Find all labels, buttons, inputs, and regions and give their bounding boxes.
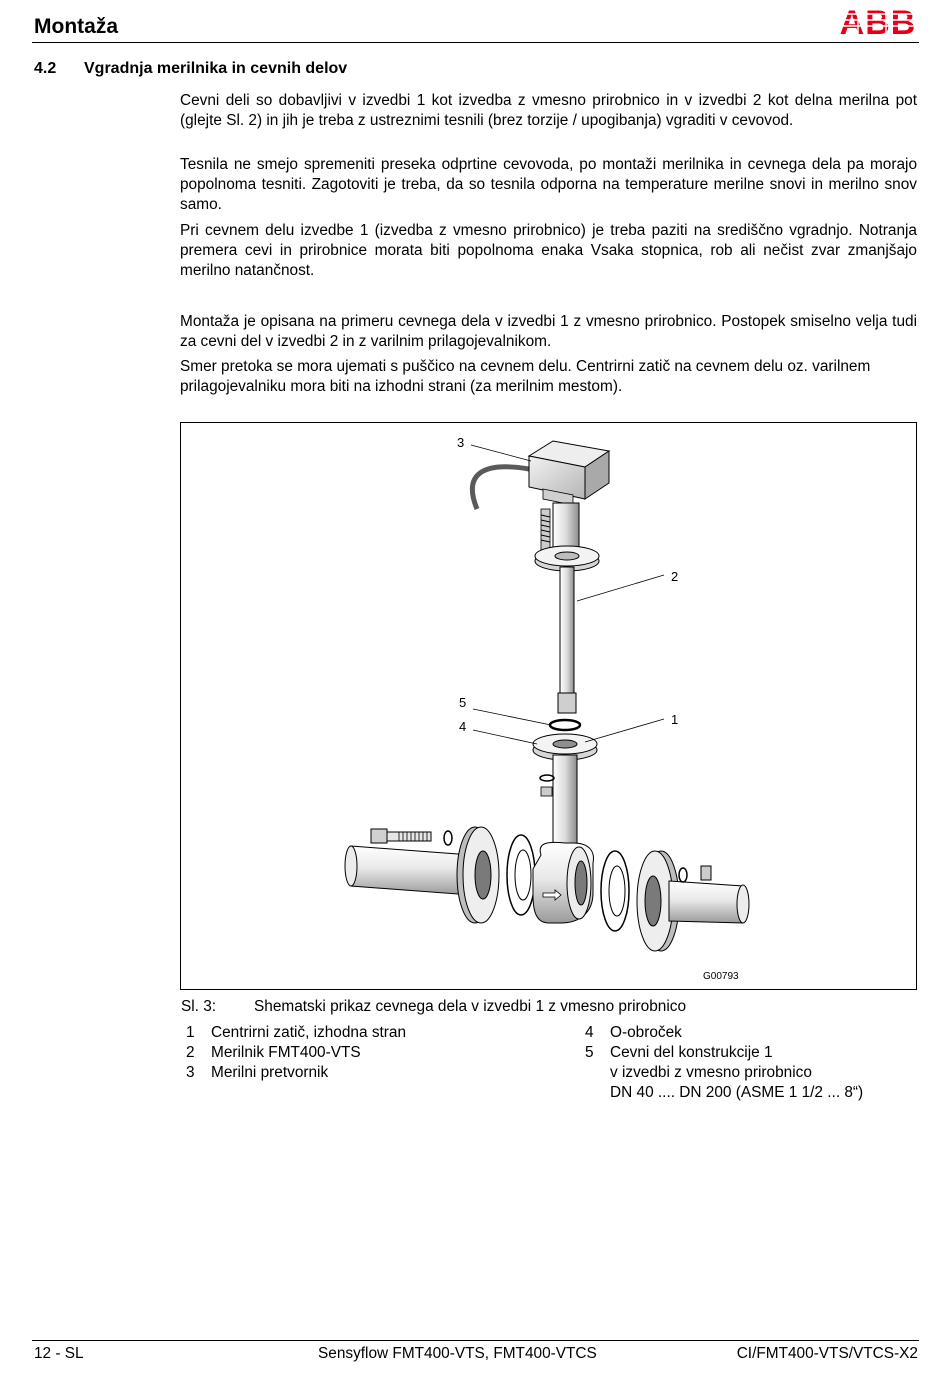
transmitter-cable [472, 467, 529, 509]
figure-caption-text: Shematski prikaz cevnega dela v izvedbi 1 z vmesno prirobnico [254, 998, 687, 1015]
footer-divider [32, 1340, 919, 1341]
long-bolt [371, 829, 431, 843]
right-pipe [669, 881, 749, 923]
page-header-title: Montaža [34, 15, 118, 38]
callout-1: 1 [671, 712, 679, 727]
paragraph-4: Montaža je opisana na primeru cevnega dela v izvedbi 1 z vmesno prirobnico. Postopek smiselno velja tudi za cevni del v izvedbi 2 in z varilnim prilagojevalnikom. [180, 313, 917, 350]
legend-number: 3 [186, 1064, 195, 1081]
left-pipe [345, 846, 471, 895]
washer-left [444, 831, 452, 845]
footer-doc-id: CI/FMT400-VTS/VTCS-X2 [736, 1345, 918, 1362]
paragraph-2: Tesnila ne smejo spremeniti preseka odprtine cevovoda, po montaži merilnika in cevnega dela pa morajo popolnoma tesniti. Zagotoviti je treba, da so tesnila odporna na temperature merilne snovi in merilno snov samo. [180, 156, 917, 213]
wafer-body [533, 842, 593, 923]
callout-2-leader [577, 575, 664, 601]
drawing-id: G00793 [703, 971, 739, 982]
legend-text: Merilnik FMT400-VTS [211, 1044, 361, 1061]
legend-text: Cevni del konstrukcije 1 [610, 1044, 773, 1061]
legend-number: 5 [585, 1044, 594, 1061]
callout-5-leader [473, 709, 551, 725]
legend-text: v izvedbi z vmesno prirobnico [610, 1064, 812, 1081]
figure-caption-label: Sl. 3: [181, 998, 217, 1015]
legend-item [186, 1043, 195, 1063]
callout-4: 4 [459, 719, 467, 734]
section-number: 4.2 [34, 60, 57, 77]
nut-small [541, 787, 552, 796]
callout-3-leader [471, 445, 531, 461]
paragraph-5: Smer pretoka se mora ujemati s puščico na cevnem delu. Centrirni zatič na cevnem delu oz. varilnem prilagojevalniku mora biti na izhodni strani (za merilnim mestom). [180, 358, 871, 395]
callout-5: 5 [459, 695, 467, 710]
left-gasket [507, 835, 535, 915]
legend-number: 4 [585, 1024, 594, 1041]
legend-text: O-obroček [610, 1024, 682, 1041]
legend-item [585, 1043, 594, 1063]
paragraph-3: Pri cevnem delu izvedbe 1 (izvedba z vmesno prirobnico) je treba paziti na središčno vgradnjo. Notranja premera cevi in prirobnice morata biti popolnoma enaka Vsaka stopnica, rob ali nečist zvar zmanjšajo merilno natančnost. [180, 222, 917, 279]
footer-page-number: 12 - SL [34, 1345, 84, 1362]
nut-right [701, 866, 711, 880]
footer-product: Sensyflow FMT400-VTS, FMT400-VTCS [318, 1345, 597, 1362]
legend-item [186, 1063, 195, 1083]
legend-item [585, 1023, 594, 1043]
left-flange [457, 827, 499, 923]
neck-bolt [541, 509, 550, 551]
washer-small [540, 775, 554, 781]
washer-right [679, 868, 687, 882]
installation-drawing [181, 423, 918, 991]
callout-2: 2 [671, 569, 679, 584]
probe-tip [558, 693, 576, 713]
paragraph-1: Cevni deli so dobavljivi v izvedbi 1 kot izvedba z vmesno prirobnico in v izvedbi 2 kot delna merilna pot (glejte Sl. 2) in jih je treba z ustreznimi tesnili (brez torzije / upogibanja) vgraditi v cevovod. [180, 92, 917, 129]
figure-frame [180, 422, 917, 990]
right-gasket [601, 851, 629, 931]
section-title: Vgradnja merilnika in cevnih delov [84, 60, 348, 77]
legend-text: Merilni pretvornik [211, 1064, 329, 1081]
abb-logo-text: ABB [839, 6, 917, 37]
abb-logo [838, 6, 918, 37]
transmitter-housing [529, 441, 609, 505]
header-divider [32, 42, 919, 43]
legend-number: 2 [186, 1044, 195, 1061]
callout-3: 3 [457, 435, 465, 450]
pipe-section-neck [553, 755, 577, 855]
callout-1-leader [585, 719, 664, 742]
callout-4-leader [473, 730, 537, 744]
legend-text: DN 40 .... DN 200 (ASME 1 1/2 ... 8“) [610, 1084, 864, 1101]
legend-item [186, 1023, 195, 1043]
o-ring [550, 720, 580, 730]
legend-number: 1 [186, 1024, 195, 1041]
legend-text: Centrirni zatič, izhodna stran [211, 1024, 407, 1041]
probe-rod [560, 567, 574, 705]
